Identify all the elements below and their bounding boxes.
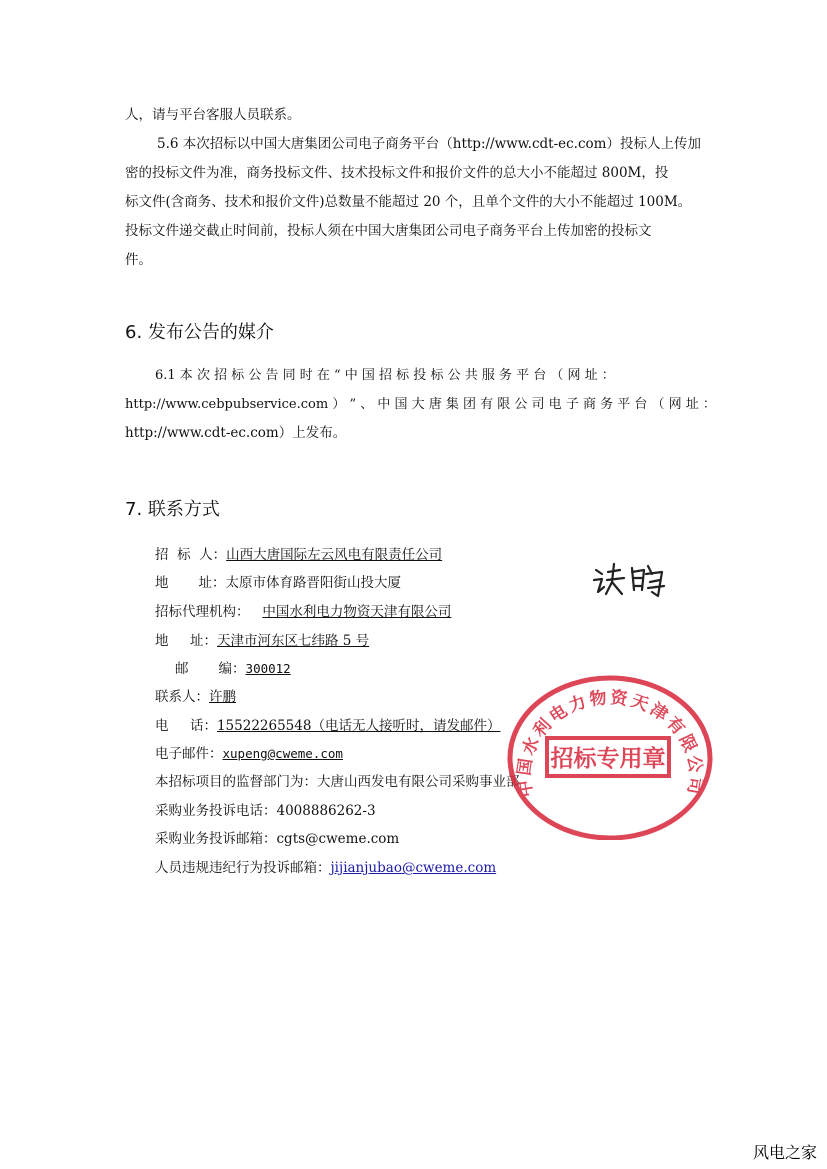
address2-value: 天津市河东区七纬路 5 号 [216,633,370,649]
contact-person-label: 联系人： [155,689,209,705]
section6-line-2: http://www.cebpubservice.com ） ” 、 中 国 大 唐 集 团 有 限 公 司 电 子 商 务 平 台 （ 网 址 ： [125,397,716,412]
tenderer-row [155,543,442,563]
email-value[interactable]: xupeng@cweme.com [222,746,343,761]
contact-person-value: 许鹏 [209,689,236,705]
address2-label: 地 址： [155,633,217,649]
section6-paragraph [125,361,716,448]
section5-line-3: 密的投标文件为准，商务投标文件、技术投标文件和报价文件的总大小不能超过 800M，投 [125,165,669,181]
section5-paragraph [125,101,703,275]
violation-email-row [155,856,496,876]
postcode-value: 300012 [245,661,291,676]
email-label: 电子邮件： [155,746,223,762]
handwritten-signature [590,560,670,605]
postcode-row [175,657,291,677]
email-row [155,742,343,762]
official-seal-stamp [505,670,715,840]
address2-row [155,629,369,649]
footer-brand: 风电之家 [752,1143,817,1162]
complaint-email-line: 采购业务投诉邮箱：cgts@cweme.com [155,831,400,847]
postcode-label: 邮 编： [175,661,246,677]
section5-line-2: 5.6 本次招标以中国大唐集团公司电子商务平台（http://www.cdt-ec.com）投标人上传加 [157,136,701,152]
section7-heading: 7. 联系方式 [125,499,220,520]
svg-text:中国水利电力物资天津有限公司: 中国水利电力物资天津有限公司 [514,687,706,799]
supervisor-line: 本招标项目的监督部门为：大唐山西发电有限公司采购事业部 [155,774,520,790]
address1-value: 太原市体育路晋阳街山投大厦 [225,575,402,591]
violation-email-label: 人员违规违纪行为投诉邮箱： [155,860,331,876]
tenderer-value: 山西大唐国际左云风电有限责任公司 [226,547,443,563]
svg-text:招标专用章: 招标专用章 [550,745,666,772]
agency-row [155,600,451,620]
complaint-phone-line: 采购业务投诉电话：4008886262-3 [155,803,376,819]
tenderer-label: 招 标 人： [155,547,227,563]
section5-line-6: 件。 [125,252,152,268]
agency-label: 招标代理机构： [155,604,250,620]
section5-line-4: 标文件(含商务、技术和报价文件)总数量不能超过 20 个，且单个文件的大小不能超过 100M。 [125,194,692,210]
phone-label: 电 话： [155,718,217,734]
phone-value: 15522265548（电话无人接听时，请发邮件） [216,718,501,734]
contact-person-row [155,685,236,705]
address1-label: 地 址： [155,575,226,591]
phone-row [155,714,500,734]
section5-line-1: 人，请与平台客服人员联系。 [125,107,301,123]
section6-line-3: http://www.cdt-ec.com）上发布。 [125,425,347,441]
agency-value: 中国水利电力物资天津有限公司 [262,604,452,620]
address1-row [155,571,401,591]
section5-line-5: 投标文件递交截止时间前，投标人须在中国大唐集团公司电子商务平台上传加密的投标文 [125,223,652,239]
violation-email-link[interactable]: jijianjubao@cweme.com [330,860,497,876]
section6-heading: 6. 发布公告的媒介 [125,322,274,343]
section6-line-1: 6.1 本 次 招 标 公 告 同 时 在 “ 中 国 招 标 投 标 公 共 服 务 平 台 （ 网 址 ： [155,368,615,383]
